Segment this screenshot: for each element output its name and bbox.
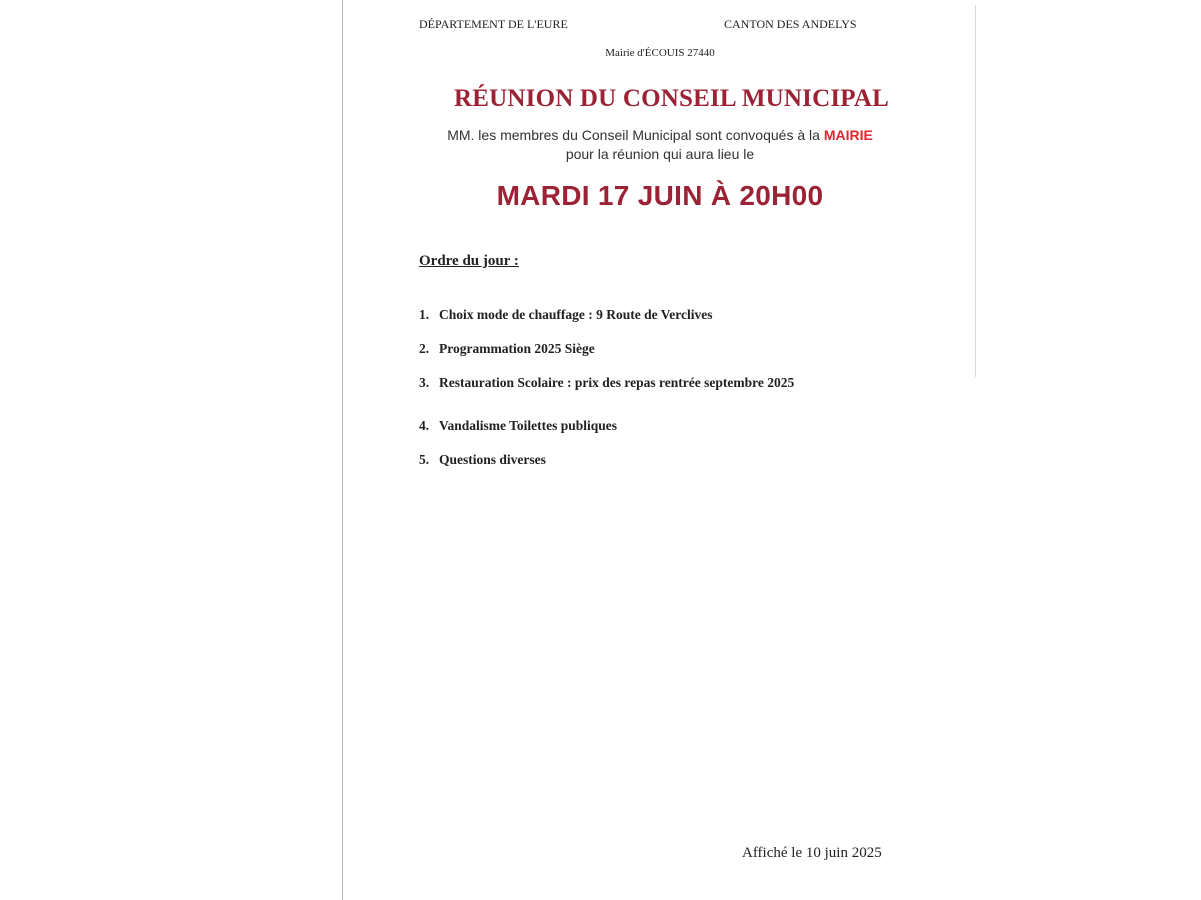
agenda-item-text: Choix mode de chauffage : 9 Route de Verclives bbox=[439, 307, 713, 322]
departement-label: DÉPARTEMENT DE L'EURE bbox=[419, 17, 568, 31]
agenda-item-text: Vandalisme Toilettes publiques bbox=[439, 418, 618, 433]
meeting-date: MARDI 17 JUIN À 20H00 bbox=[496, 180, 824, 211]
posted-date: Affiché le 10 juin 2025 bbox=[742, 845, 882, 861]
agenda-item-text: Programmation 2025 Siège bbox=[439, 341, 595, 356]
convocation-intro bbox=[419, 126, 901, 164]
agenda-item bbox=[419, 374, 879, 400]
canton-label: CANTON DES ANDELYS bbox=[724, 17, 857, 31]
agenda-item bbox=[419, 306, 879, 323]
intro-line-1-text: MM. les membres du Conseil Municipal sont convoqués à la bbox=[447, 127, 824, 143]
agenda-item-number: 1. bbox=[419, 307, 430, 322]
agenda-item-text: Questions diverses bbox=[439, 452, 546, 467]
agenda-item-number: 2. bbox=[419, 341, 430, 356]
agenda-item bbox=[419, 340, 879, 357]
agenda-item-number: 4. bbox=[419, 418, 430, 433]
document-title: RÉUNION DU CONSEIL MUNICIPAL bbox=[454, 85, 890, 112]
mairie-address: Mairie d'ÉCOUIS 27440 bbox=[605, 47, 715, 59]
intro-mairie-highlight: MAIRIE bbox=[823, 127, 873, 143]
agenda-heading: Ordre du jour : bbox=[419, 253, 519, 269]
agenda-item bbox=[419, 451, 879, 468]
agenda-list bbox=[419, 306, 879, 485]
intro-line-2: pour la réunion qui aura lieu le bbox=[565, 146, 755, 162]
agenda-item-number: 3. bbox=[419, 375, 430, 390]
agenda-item bbox=[419, 417, 879, 434]
agenda-item-number: 5. bbox=[419, 452, 430, 467]
agenda-item-text: Restauration Scolaire : prix des repas rentrée septembre 2025 bbox=[439, 375, 795, 390]
intro-line-1 bbox=[419, 126, 901, 145]
